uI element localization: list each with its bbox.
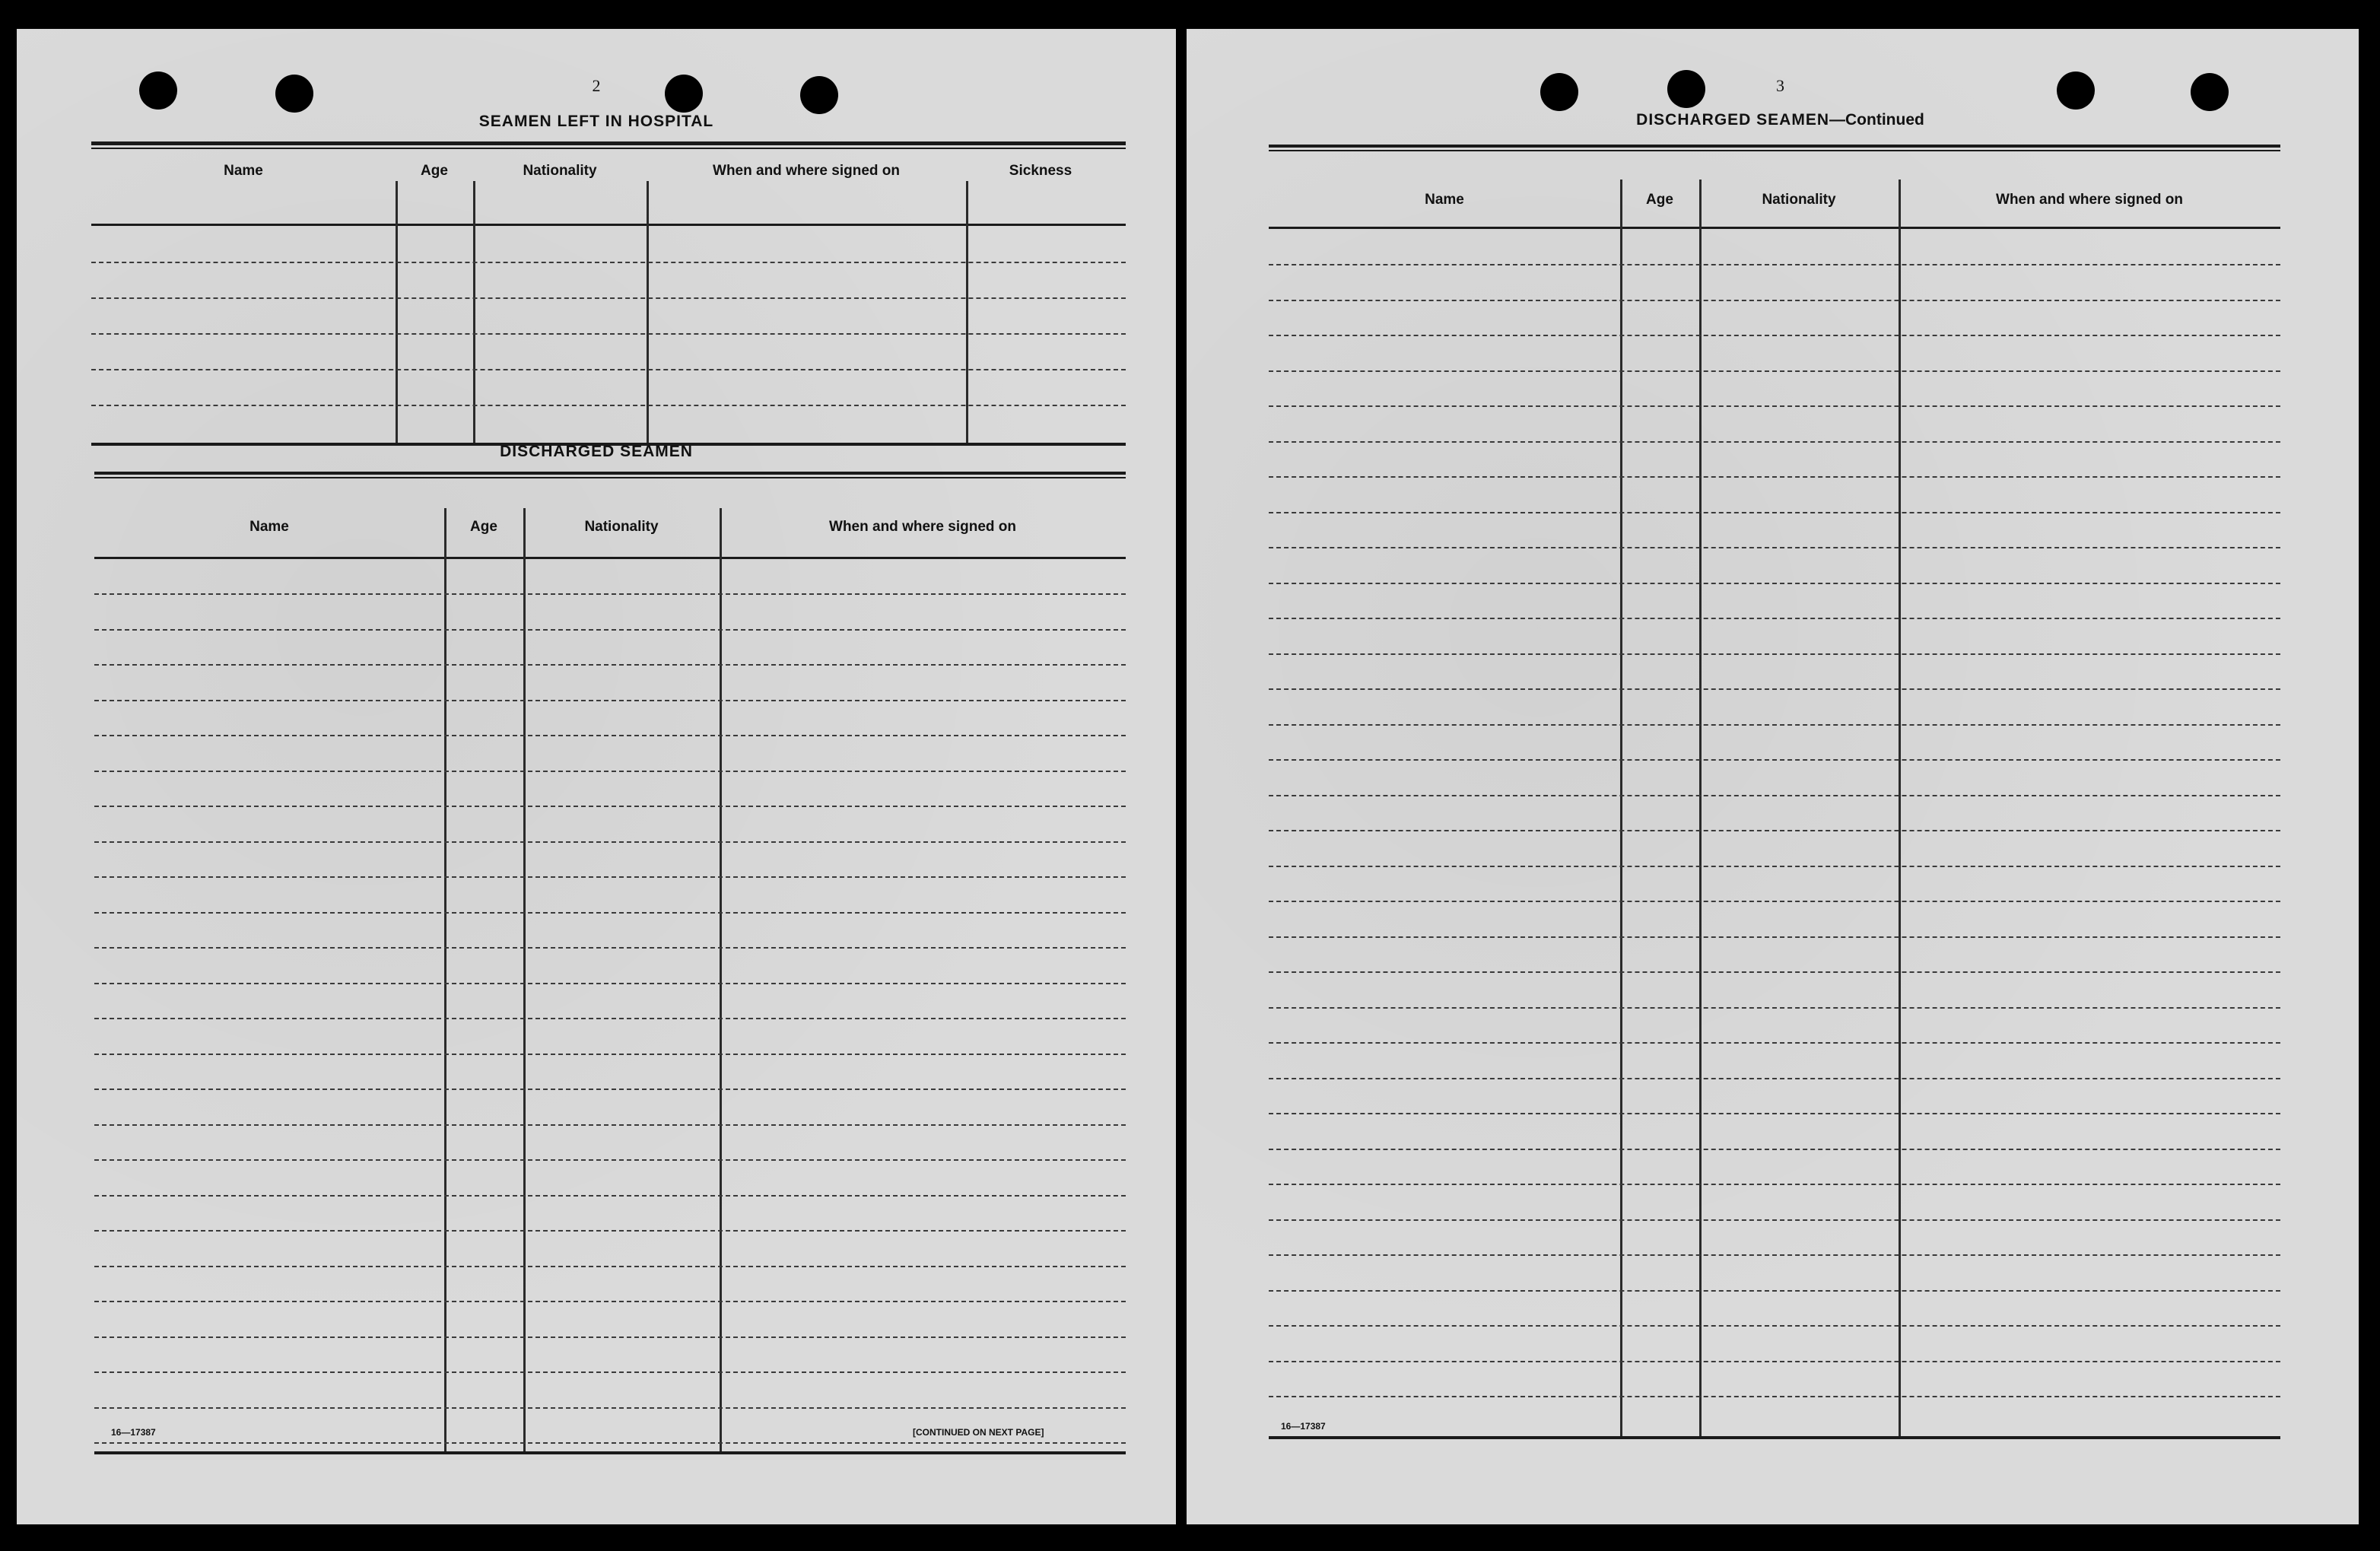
entry-line <box>1269 583 2280 584</box>
entry-line <box>94 629 1126 631</box>
entry-line <box>1269 688 2280 690</box>
entry-line <box>1269 653 2280 655</box>
entry-line <box>1269 264 2280 265</box>
entry-line <box>94 1054 1126 1055</box>
entry-line <box>94 841 1126 843</box>
entry-line <box>94 947 1126 949</box>
entry-line <box>1269 1361 2280 1362</box>
column-header-name: Name <box>1425 192 1464 208</box>
column-header-signed-on: When and where signed on <box>829 519 1016 535</box>
column-header-age: Age <box>470 519 497 535</box>
column-header-sickness: Sickness <box>1009 163 1072 179</box>
entry-line <box>94 1301 1126 1302</box>
entry-line <box>94 593 1126 595</box>
entry-line <box>1269 370 2280 372</box>
column-header-signed-on: When and where signed on <box>1996 192 2183 208</box>
entry-line <box>94 1124 1126 1126</box>
form-number: 16—17387 <box>111 1427 156 1438</box>
entry-line <box>94 1018 1126 1019</box>
entry-line <box>94 1195 1126 1197</box>
entry-line <box>1269 300 2280 301</box>
entry-line <box>94 1442 1126 1444</box>
discharged-table <box>94 472 1126 1454</box>
entry-line <box>94 771 1126 772</box>
entry-line <box>1269 866 2280 867</box>
entry-line <box>1269 971 2280 973</box>
entry-line <box>94 1336 1126 1338</box>
discharged-table-title <box>1202 111 2359 129</box>
entry-line <box>1269 547 2280 548</box>
entry-line <box>1269 1325 2280 1327</box>
hospital-table-title: SEAMEN LEFT IN HOSPITAL <box>478 113 714 130</box>
entry-line <box>1269 405 2280 407</box>
entry-line <box>1269 512 2280 513</box>
entry-line <box>1269 1007 2280 1009</box>
entry-line <box>94 700 1126 701</box>
entry-line <box>94 983 1126 984</box>
entry-line <box>1269 759 2280 761</box>
entry-line <box>94 1371 1126 1373</box>
title-main: DISCHARGED SEAMEN <box>1636 111 1830 129</box>
discharged-table <box>1269 145 2280 1439</box>
right-page <box>1187 29 2359 1524</box>
entry-line <box>94 664 1126 666</box>
form-number: 16—17387 <box>1281 1421 1326 1432</box>
page-number: 3 <box>1776 76 1784 95</box>
column-header-age: Age <box>421 163 448 179</box>
entry-line <box>1269 476 2280 478</box>
hospital-table <box>91 141 1126 446</box>
continued-note: [CONTINUED ON NEXT PAGE] <box>913 1427 1044 1438</box>
title-suffix: —Continued <box>1829 111 1924 129</box>
column-header-name: Name <box>224 163 263 179</box>
entry-line <box>1269 1219 2280 1221</box>
discharged-table-title: DISCHARGED SEAMEN <box>500 443 693 460</box>
entry-line <box>1269 1113 2280 1114</box>
column-header-signed-on: When and where signed on <box>713 163 900 179</box>
entry-line <box>94 1230 1126 1232</box>
column-header-nationality: Nationality <box>523 163 597 179</box>
page-number: 2 <box>592 76 601 95</box>
entry-line <box>94 735 1126 736</box>
entry-line <box>1269 795 2280 796</box>
entry-line <box>1269 441 2280 443</box>
entry-line <box>1269 1290 2280 1292</box>
column-header-nationality: Nationality <box>1762 192 1836 208</box>
entry-line <box>1269 618 2280 619</box>
entry-line <box>94 1089 1126 1090</box>
entry-line <box>1269 1149 2280 1150</box>
entry-line <box>94 876 1126 878</box>
column-header-name: Name <box>249 519 289 535</box>
left-page <box>17 29 1176 1524</box>
entry-line <box>1269 1078 2280 1079</box>
entry-line <box>94 806 1126 807</box>
entry-line <box>1269 901 2280 902</box>
entry-line <box>94 1407 1126 1409</box>
entry-line <box>1269 1396 2280 1397</box>
entry-line <box>94 1266 1126 1267</box>
entry-line <box>94 912 1126 914</box>
entry-line <box>94 1159 1126 1161</box>
entry-line <box>1269 1254 2280 1256</box>
entry-line <box>1269 335 2280 336</box>
entry-line <box>1269 1042 2280 1044</box>
entry-line <box>1269 724 2280 726</box>
entry-line <box>1269 936 2280 938</box>
entry-line <box>1269 830 2280 831</box>
entry-line <box>1269 1184 2280 1185</box>
column-header-age: Age <box>1646 192 1673 208</box>
column-header-nationality: Nationality <box>584 519 659 535</box>
